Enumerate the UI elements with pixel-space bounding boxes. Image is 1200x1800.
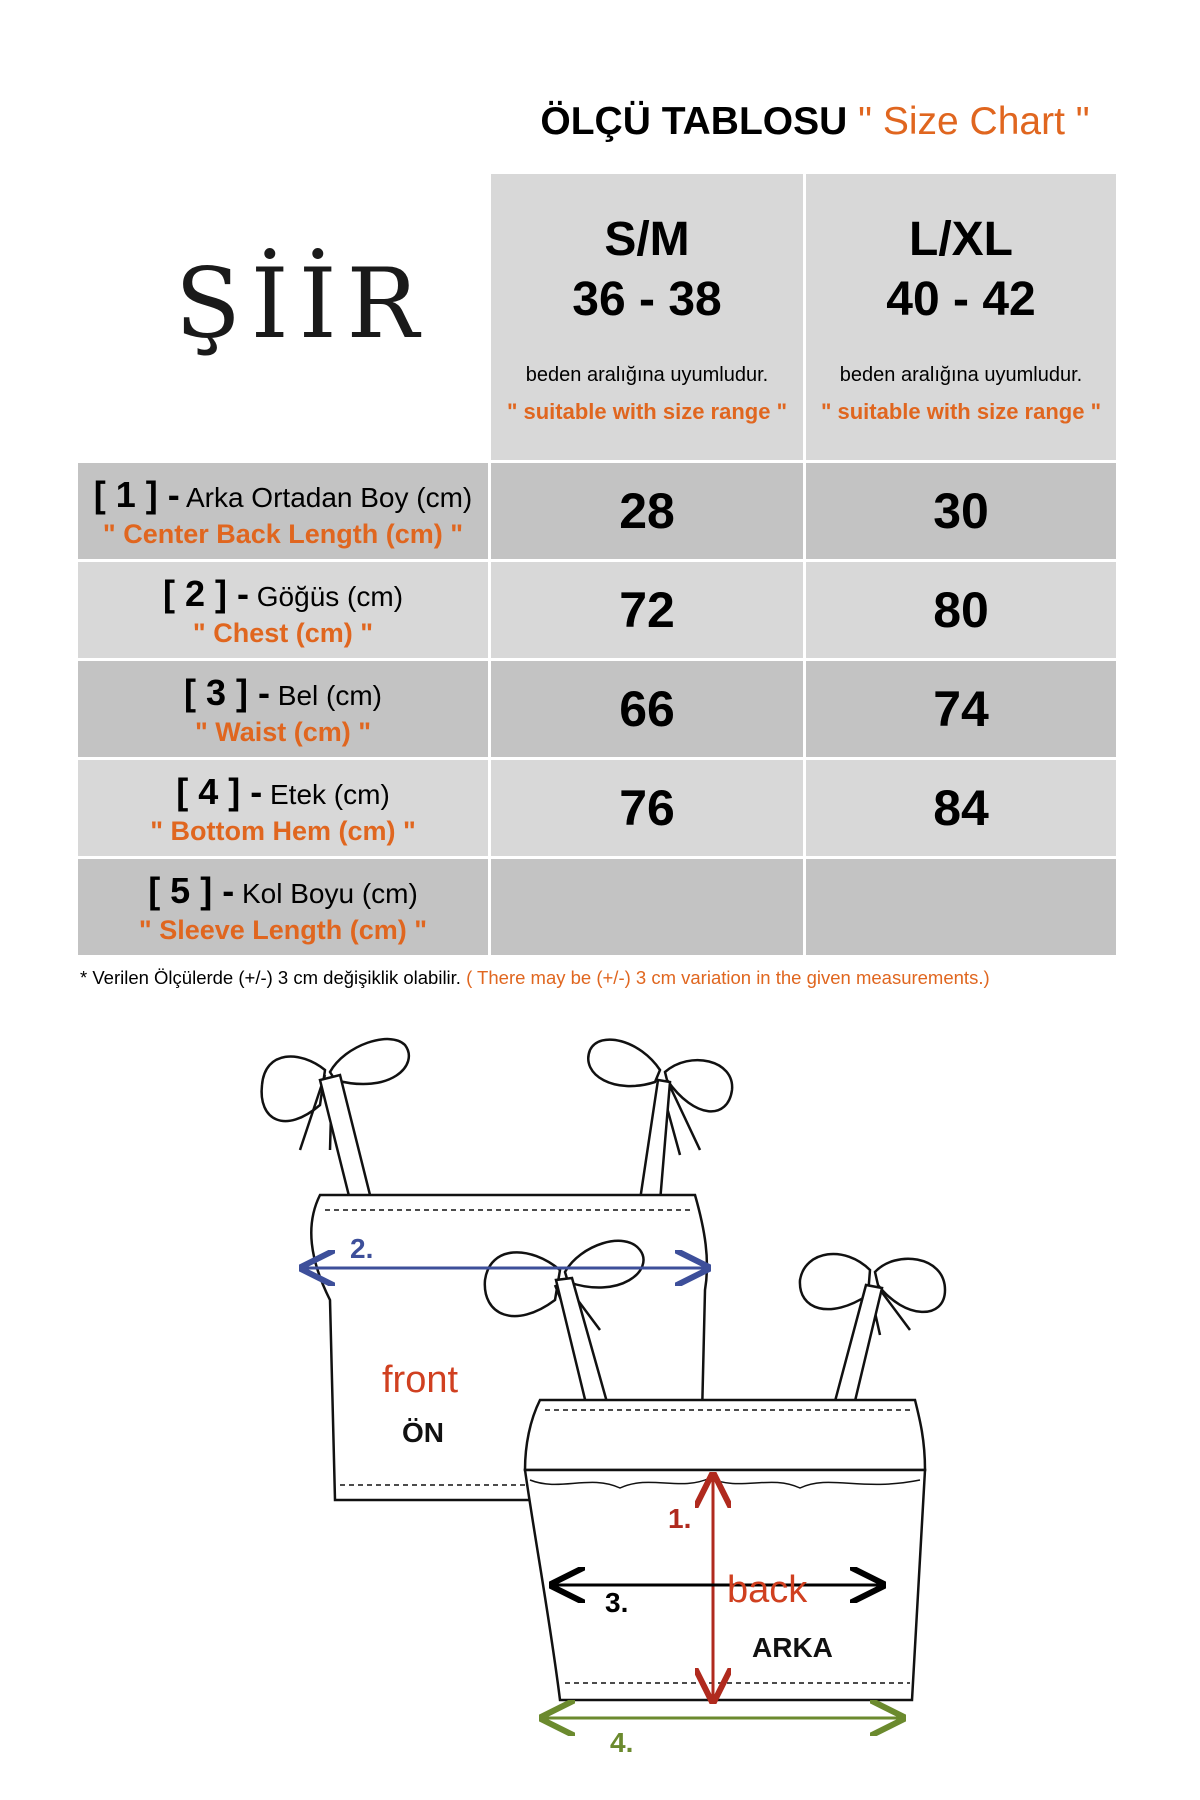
marker-1-label: 1. xyxy=(668,1503,692,1534)
value-cell: 80 xyxy=(806,562,1116,658)
suitable-tr: beden aralığına uyumludur. xyxy=(839,363,1083,386)
row-label-tr: [ 5 ] - Kol Boyu (cm) xyxy=(148,870,418,912)
note-turkish: * Verilen Ölçülerde (+/-) 3 cm değişiklik olabilir. xyxy=(80,967,461,988)
row-label-tr: [ 1 ] - Arka Ortadan Boy (cm) xyxy=(93,474,473,516)
value-cell: 84 xyxy=(806,760,1116,856)
value-cell: 74 xyxy=(806,661,1116,757)
row-label-en: " Sleeve Length (cm) " xyxy=(138,914,428,945)
suitable-en: " suitable with size range " xyxy=(820,398,1102,424)
marker-3-label: 3. xyxy=(605,1587,629,1618)
back-label-tr: ARKA xyxy=(752,1632,833,1663)
value-cell: 66 xyxy=(491,661,803,757)
front-right-bow-icon xyxy=(588,1040,660,1086)
row-label-tr: [ 3 ] - Bel (cm) xyxy=(183,672,382,714)
title-turkish: ÖLÇÜ TABLOSU xyxy=(540,100,848,143)
row-label-en: " Chest (cm) " xyxy=(192,617,374,648)
size-code: S/M xyxy=(604,212,690,266)
row-label-tr: [ 2 ] - Göğüs (cm) xyxy=(162,573,404,615)
size-code: L/XL xyxy=(909,212,1013,266)
suitable-tr: beden aralığına uyumludur. xyxy=(525,363,769,386)
marker-4-label: 4. xyxy=(610,1727,634,1758)
back-right-bow-icon xyxy=(800,1254,870,1309)
front-left-bow-icon xyxy=(262,1056,325,1121)
back-label-en: back xyxy=(727,1569,808,1611)
note-english: ( There may be (+/-) 3 cm variation in the given measurements.) xyxy=(466,967,990,988)
title-english: " Size Chart " xyxy=(858,100,1090,143)
suitable-en: " suitable with size range " xyxy=(506,398,788,424)
value-cell: 28 xyxy=(491,463,803,559)
value-cell: 72 xyxy=(491,562,803,658)
front-label-en: front xyxy=(382,1359,459,1401)
size-range: 36 - 38 xyxy=(572,272,722,326)
front-label-tr: ÖN xyxy=(402,1417,444,1448)
value-cell: 76 xyxy=(491,760,803,856)
row-label-tr: [ 4 ] - Etek (cm) xyxy=(176,771,390,813)
value-cell: 30 xyxy=(806,463,1116,559)
row-label-en: " Waist (cm) " xyxy=(194,716,372,747)
row-label-en: " Bottom Hem (cm) " xyxy=(150,815,416,846)
marker-2-label: 2. xyxy=(350,1233,374,1264)
size-range: 40 - 42 xyxy=(886,272,1036,326)
brand-logo: ŞİİR xyxy=(175,248,429,360)
row-label-en: " Center Back Length (cm) " xyxy=(102,518,464,549)
